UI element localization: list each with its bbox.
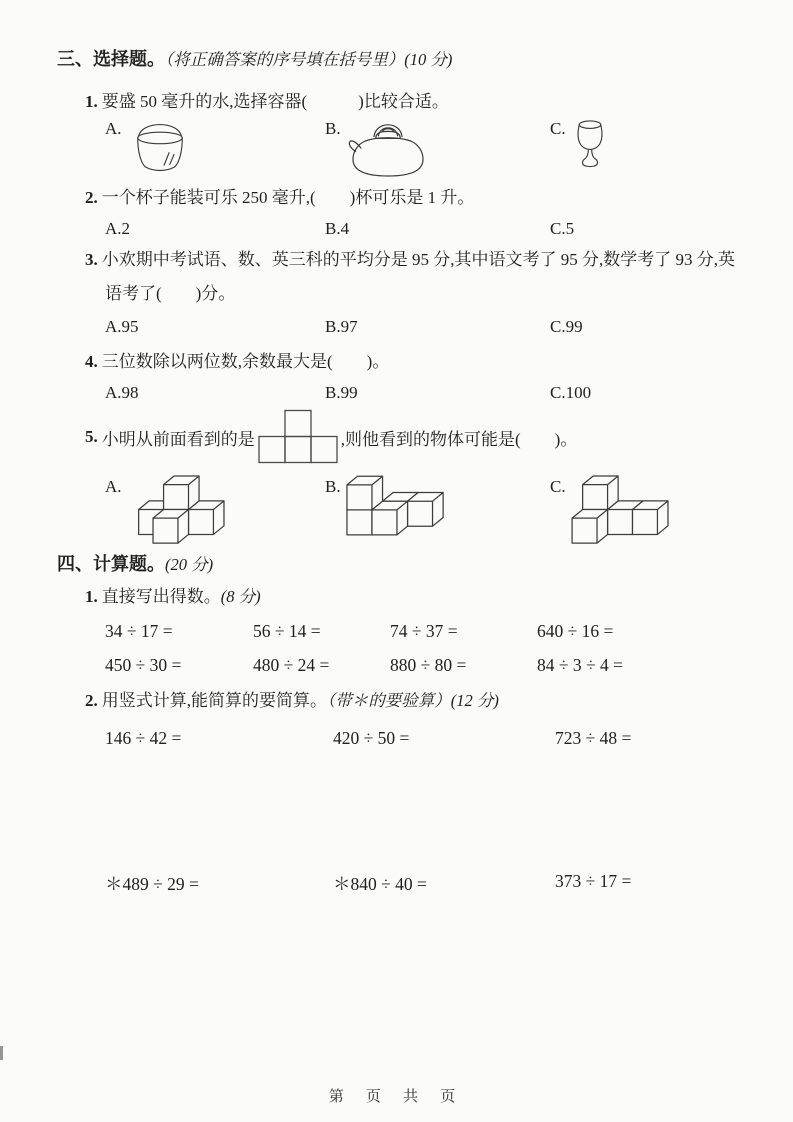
question-3-number: 3. [85,249,98,269]
q1-option-a-label: A. [105,118,122,138]
question-5-text-after: ,则他看到的物体可能是( )。 [340,429,578,449]
cube-arrangement-c-icon [571,475,671,545]
question-1-options [105,117,753,179]
front-view-t-shape-icon [257,409,339,465]
vertical-calc-number: 2. [85,690,98,710]
q1-option-a [105,117,325,177]
question-3 [85,249,753,271]
goblet-icon [571,117,609,177]
vertical-calc-title: 用竖式计算,能简算的要简算。 [101,690,327,710]
question-1-number: 1. [85,91,98,111]
section-choice-title: 三、选择题。 [57,49,165,69]
page-footer: 第 页 共 页 [328,1088,465,1105]
q5-option-b-label: B. [325,477,341,497]
direct-problem-8: 84 ÷ 3 ÷ 4 = [537,654,623,675]
question-4 [85,351,753,373]
question-2 [85,187,753,209]
direct-calc-title: 直接写出得数。 [101,586,221,606]
q3-option-c: C.99 [550,317,583,336]
question-2-text: 一个杯子能装可乐 250 毫升,( )杯可乐是 1 升。 [101,187,475,207]
vertical-calc-row-1 [105,728,753,749]
bucket-icon [127,117,193,177]
q1-option-b [325,117,550,179]
question-3-text-line1: 小欢期中考试语、数、英三科的平均分是 95 分,其中语文考了 95 分,数学考了 93 分,英 [101,249,735,269]
q5-option-b [325,475,550,537]
q4-option-b: B.99 [325,383,358,403]
section-choice-note: （将正确答案的序号填在括号里）(10 分) [165,50,453,69]
section-calc-heading [57,553,753,576]
q5-option-a [105,475,325,545]
section-choice-heading [57,48,753,71]
question-4-options [105,383,753,403]
question-4-number: 4. [85,352,98,371]
direct-problem-7: 880 ÷ 80 = [390,654,467,675]
direct-calc-number: 1. [85,586,98,606]
q3-option-a: A.95 [105,317,139,336]
question-3-options [105,317,753,337]
vertical-problem-5: ＊840 ÷ 40 = [333,873,427,894]
direct-problem-2: 56 ÷ 14 = [253,620,321,641]
direct-problem-1: 34 ÷ 17 = [105,620,173,641]
vertical-problem-2: 420 ÷ 50 = [333,727,410,748]
vertical-calc-row-2 [105,871,753,896]
vertical-calc-title-row [85,690,753,712]
scan-artifact [0,1046,3,1060]
q1-option-c [550,117,609,177]
vertical-problem-1: 146 ÷ 42 = [105,727,182,748]
question-3-line2 [105,283,753,305]
question-3-text-line2: 语考了( )分。 [105,283,236,303]
vertical-problem-3: 723 ÷ 48 = [555,727,632,748]
kettle-icon [346,117,430,179]
question-2-options [105,219,753,239]
section-calc-title: 四、计算题。 [57,554,165,575]
question-5-number: 5. [85,427,98,447]
direct-problem-6: 480 ÷ 24 = [253,654,330,675]
q5-option-c-label: C. [550,477,566,497]
q2-option-c: C.5 [550,218,575,238]
vertical-problem-4: ＊489 ÷ 29 = [105,873,199,894]
q2-option-a: A.2 [105,218,131,238]
question-4-text: 三位数除以两位数,余数最大是( )。 [101,352,390,371]
direct-calc-row-1 [105,621,753,642]
cube-arrangement-b-icon [346,475,446,537]
q4-option-a: A.98 [105,383,139,403]
q4-option-c: C.100 [550,383,592,403]
q1-option-b-label: B. [325,118,341,138]
direct-calc-points: (8 分) [220,586,261,606]
vertical-calc-note: （带＊的要验算）(12 分) [327,690,499,710]
section-calc-note: (20 分) [165,555,214,575]
q5-option-a-label: A. [105,477,122,497]
question-2-number: 2. [85,187,98,207]
vertical-problem-6: 373 ÷ 17 = [555,870,632,891]
direct-calc-row-2 [105,655,753,676]
q1-option-c-label: C. [550,118,566,138]
direct-problem-4: 640 ÷ 16 = [537,620,614,641]
q3-option-b: B.97 [325,317,358,336]
question-1-text: 要盛 50 毫升的水,选择容器( )比较合适。 [101,91,449,111]
question-5-options [105,475,753,545]
q5-option-c [550,475,671,545]
direct-problem-3: 74 ÷ 37 = [390,620,458,641]
question-5-text-before: 小明从前面看到的是 [101,429,255,449]
question-5 [85,409,753,465]
cube-arrangement-a-icon [127,475,227,545]
q2-option-b: B.4 [325,218,350,238]
direct-problem-5: 450 ÷ 30 = [105,654,182,675]
direct-calc-title-row [85,586,753,608]
question-1 [85,91,753,113]
